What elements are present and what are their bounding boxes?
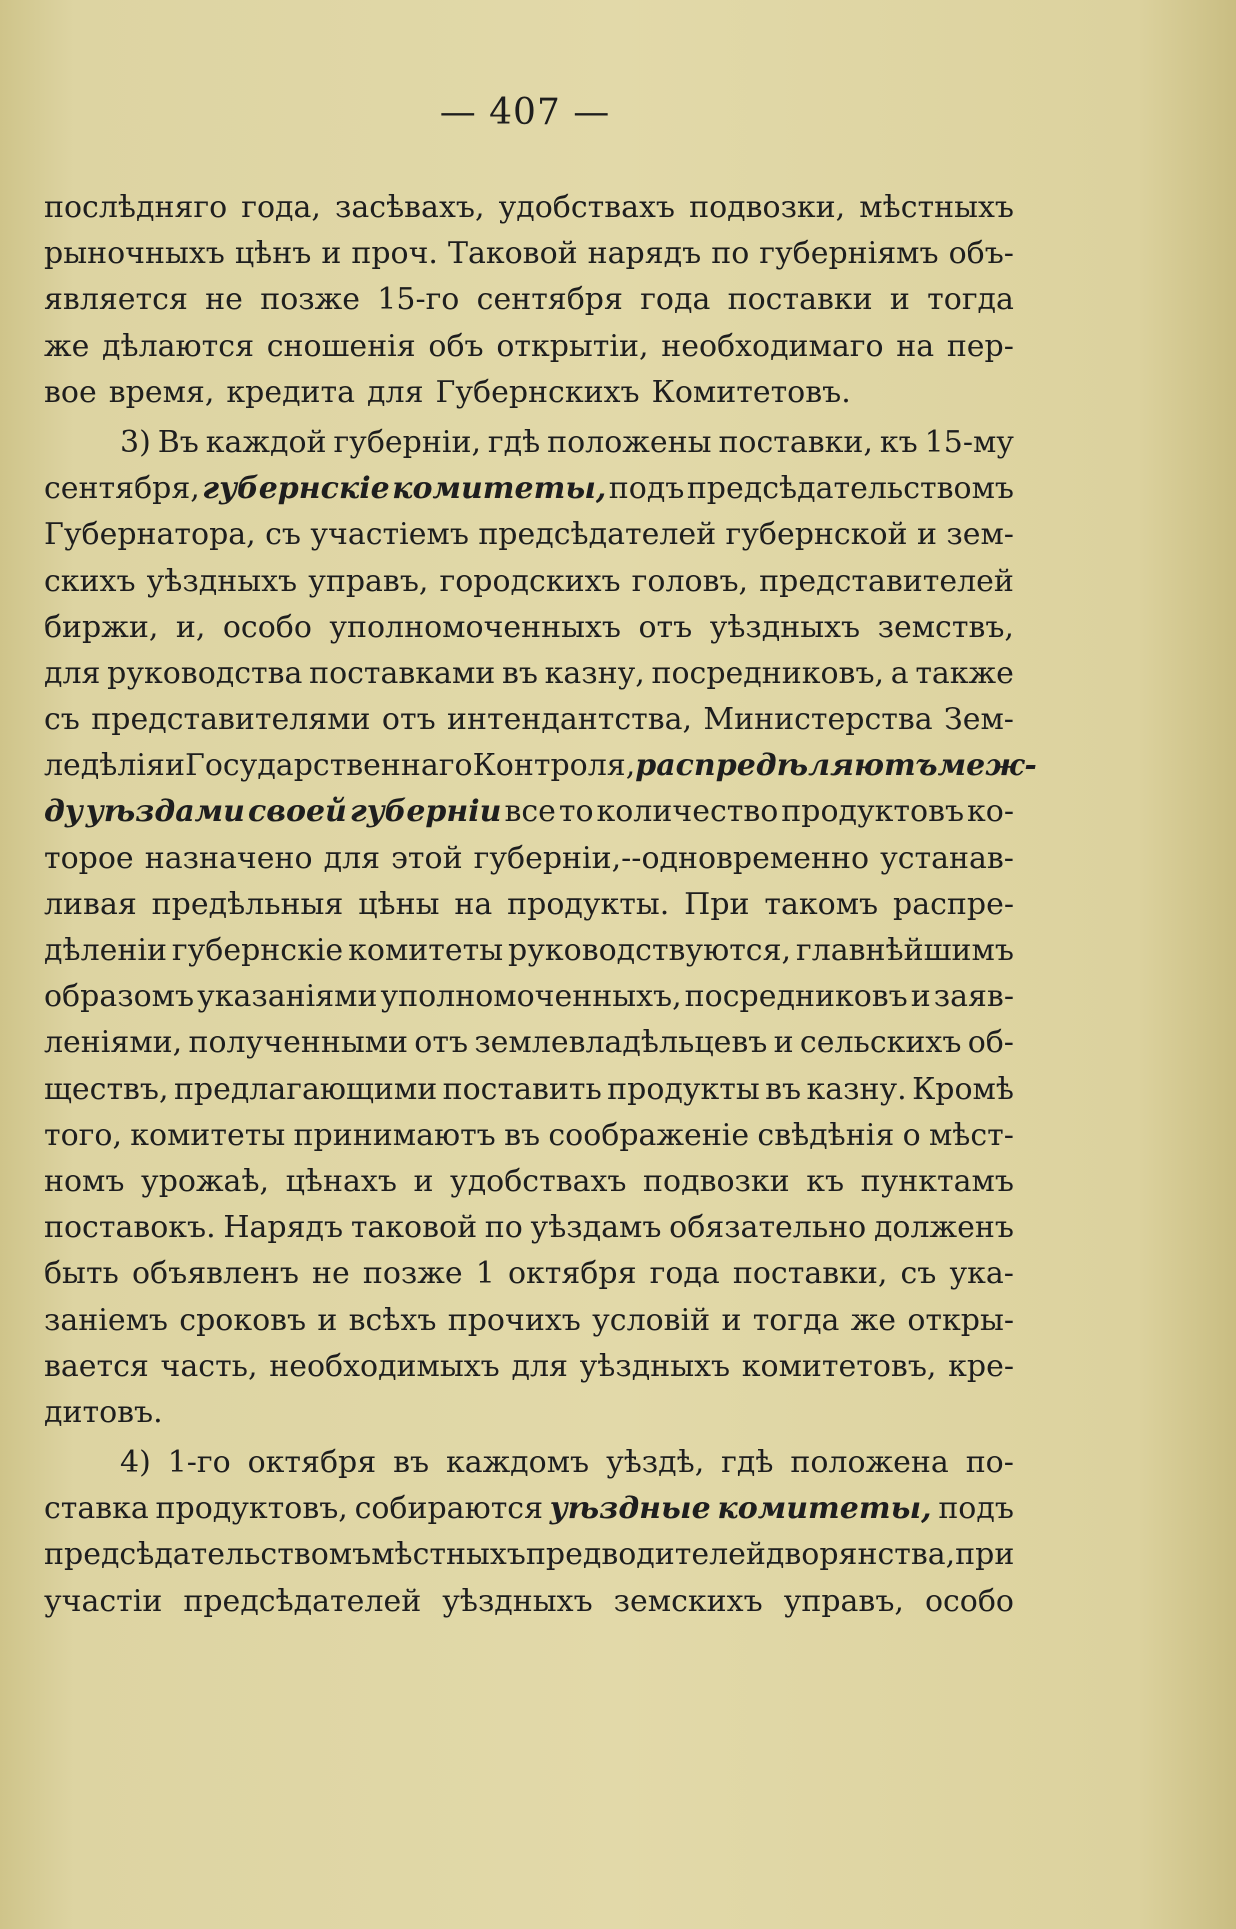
text-line xyxy=(44,1067,1014,1113)
word: и xyxy=(317,1302,338,1338)
word: собираются xyxy=(354,1491,544,1527)
word: къ xyxy=(806,1163,845,1199)
word: Государственнаго xyxy=(184,748,473,784)
word: уполномоченныхъ, xyxy=(380,979,682,1015)
word: предсѣдателей xyxy=(478,517,717,553)
word: и xyxy=(889,282,910,318)
word: по xyxy=(484,1210,523,1246)
word: все xyxy=(504,794,556,830)
word: казну. xyxy=(806,1071,907,1107)
word: съ xyxy=(900,1256,937,1292)
word: ливая xyxy=(44,886,137,922)
word: по- xyxy=(965,1445,1014,1481)
word: вое xyxy=(44,374,97,410)
word: не xyxy=(205,282,243,318)
word: предлагающими xyxy=(173,1071,438,1107)
word: удобствахъ xyxy=(450,1163,627,1199)
word: комитеты, xyxy=(392,471,607,507)
word: мѣстныхъ xyxy=(859,190,1014,225)
word: Комитетовъ. xyxy=(651,374,851,410)
word: отъ xyxy=(381,702,436,738)
text-line xyxy=(44,1251,1014,1297)
word: продукты xyxy=(607,1071,760,1107)
word: количество xyxy=(596,794,779,830)
word: предѣльныя xyxy=(151,886,344,922)
word: комитетовъ, xyxy=(741,1348,937,1384)
word: гдѣ xyxy=(487,424,541,460)
word: и xyxy=(413,1163,434,1199)
word: года, xyxy=(241,190,321,225)
word: 15-го xyxy=(377,282,460,318)
word: необходимыхъ xyxy=(269,1348,500,1384)
word: комитеты xyxy=(348,933,504,968)
word: дитовъ. xyxy=(44,1394,163,1430)
text-line xyxy=(44,882,1014,928)
word: положена xyxy=(790,1445,949,1481)
text-line xyxy=(44,559,1014,605)
word: Въ xyxy=(157,424,199,460)
word: представителями xyxy=(91,702,371,738)
word: цѣнъ xyxy=(234,236,312,272)
word: сроковъ xyxy=(179,1302,307,1338)
word: своей xyxy=(247,794,347,830)
text-line xyxy=(44,231,1014,277)
word: не xyxy=(312,1256,350,1292)
word: о xyxy=(902,1117,921,1153)
word: положены xyxy=(547,424,712,460)
word: поставки, xyxy=(732,1256,888,1292)
word: Министерства xyxy=(703,702,933,738)
word: ука- xyxy=(949,1256,1014,1292)
word: урожаѣ, xyxy=(141,1163,270,1199)
word: устанав- xyxy=(880,840,1014,876)
word: посредниковъ, xyxy=(651,655,885,691)
word: послѣдняго xyxy=(44,190,228,225)
word: назначено xyxy=(144,840,313,876)
word: особо xyxy=(924,1583,1014,1619)
word: управъ, xyxy=(308,563,429,599)
word: предводителей xyxy=(525,1537,766,1573)
text-line xyxy=(44,1532,1014,1578)
word: уѣздамъ xyxy=(530,1210,662,1246)
word: землевладѣльцевъ xyxy=(474,1025,768,1061)
word: управъ, xyxy=(783,1583,904,1619)
word: засѣвахъ, xyxy=(335,190,485,225)
text-line xyxy=(44,1579,1014,1625)
word: объявленъ xyxy=(131,1256,299,1292)
text-line xyxy=(44,1205,1014,1251)
word: каждой xyxy=(205,424,327,460)
word: продукты. xyxy=(507,886,670,922)
word: такомъ xyxy=(764,886,879,922)
word: прочихъ xyxy=(447,1302,581,1338)
word: года xyxy=(640,282,711,318)
word: необходимаго xyxy=(661,328,884,364)
word: и xyxy=(321,236,342,272)
word: же xyxy=(850,1302,897,1338)
page-number: — 407 — xyxy=(439,92,611,133)
word: меж- xyxy=(937,748,1037,784)
word: отъ xyxy=(414,1025,469,1061)
word: въ xyxy=(765,1071,802,1107)
word: и xyxy=(164,748,185,784)
word: позже xyxy=(260,282,360,318)
word: сентября, xyxy=(44,471,200,507)
word: образомъ xyxy=(44,979,195,1015)
text-line xyxy=(44,512,1014,558)
word: подвозки, xyxy=(689,190,846,225)
text-line xyxy=(44,928,1014,974)
word: рыночныхъ xyxy=(44,236,225,272)
word: обязательно xyxy=(669,1210,867,1246)
word: заніемъ xyxy=(44,1302,169,1338)
text-line xyxy=(44,836,1014,882)
word: земскихъ xyxy=(613,1583,763,1619)
word: октября xyxy=(247,1445,377,1481)
word: для xyxy=(44,655,101,691)
word: распре- xyxy=(893,886,1014,922)
word: этой xyxy=(391,840,463,876)
word: соображеніе xyxy=(548,1117,750,1153)
word: ледѣлія xyxy=(44,748,165,784)
word: тогда xyxy=(927,282,1014,318)
word: комитеты, xyxy=(717,1491,932,1527)
text-line xyxy=(44,1159,1014,1205)
word: условій xyxy=(592,1302,711,1338)
word: таковой xyxy=(350,1210,478,1246)
word: сентября xyxy=(476,282,623,318)
text-line xyxy=(44,420,1014,466)
word: 1 xyxy=(475,1256,495,1292)
word: Контроля, xyxy=(472,748,636,784)
word: часть, xyxy=(160,1348,258,1384)
word: всѣхъ xyxy=(348,1302,437,1338)
text-line xyxy=(44,324,1014,370)
word: 3) xyxy=(120,424,151,460)
word: того, xyxy=(44,1117,122,1153)
text-line xyxy=(44,1390,1014,1436)
word: съ xyxy=(44,702,80,738)
word: и, xyxy=(175,609,206,645)
word: губерніямъ xyxy=(759,236,939,272)
word: поставокъ. xyxy=(44,1210,216,1246)
word: и xyxy=(721,1302,742,1338)
word: на xyxy=(896,328,935,364)
word: предсѣдательствомъ xyxy=(44,1537,372,1573)
word: интендантства, xyxy=(447,702,693,738)
word: для xyxy=(367,374,424,410)
word: Зем- xyxy=(944,702,1014,738)
word: уѣздныхъ xyxy=(709,609,861,645)
text-line xyxy=(44,974,1014,1020)
word: предсѣдательствомъ xyxy=(686,471,1014,507)
word: поставить xyxy=(442,1071,602,1107)
word: губерніи, xyxy=(333,424,481,460)
word: и xyxy=(773,1025,794,1061)
word: дѣленіи xyxy=(44,933,167,968)
word: то xyxy=(558,794,594,830)
word: При xyxy=(684,886,750,922)
word: ду xyxy=(44,794,83,830)
word: поставки, xyxy=(718,424,873,460)
word: года xyxy=(649,1256,720,1292)
word: городскихъ xyxy=(439,563,621,599)
word: тогда xyxy=(752,1302,840,1338)
word: и xyxy=(910,979,931,1015)
word: зем- xyxy=(946,517,1014,553)
text-line xyxy=(44,185,1014,231)
word: распредѣляютъ xyxy=(635,748,938,784)
word: объ- xyxy=(948,236,1014,272)
word: сношенія xyxy=(266,328,416,364)
word: октября xyxy=(507,1256,637,1292)
word: головъ, xyxy=(631,563,749,599)
word: поставками xyxy=(309,655,496,691)
word: Таковой xyxy=(447,236,578,272)
word: скихъ xyxy=(44,563,136,599)
word: уѣздныхъ xyxy=(442,1583,593,1619)
word: посредниковъ xyxy=(684,979,908,1015)
text-line xyxy=(44,651,1014,697)
word: участіемъ xyxy=(310,517,469,553)
word: нарядъ xyxy=(587,236,702,272)
word: полученными xyxy=(188,1025,409,1061)
word: съ xyxy=(265,517,301,553)
word: цѣны xyxy=(358,886,440,922)
text-line xyxy=(44,1486,1014,1532)
word: об- xyxy=(967,1025,1014,1061)
text-line xyxy=(44,466,1014,512)
word: также xyxy=(915,655,1014,691)
word: удобствахъ xyxy=(498,190,676,225)
word: руководствуются, xyxy=(508,933,792,968)
word: уѣздами xyxy=(85,794,245,830)
text-line xyxy=(44,277,1014,323)
body-text xyxy=(44,185,1037,1625)
word: губерніи,--одновременно xyxy=(473,840,870,876)
word: казну, xyxy=(544,655,645,691)
word: принимаютъ xyxy=(293,1117,496,1153)
word: подъ xyxy=(608,471,685,507)
word: номъ xyxy=(44,1163,125,1199)
word: въ xyxy=(504,1117,541,1153)
word: 15-му xyxy=(924,424,1014,460)
word: является xyxy=(44,282,188,318)
word: кре- xyxy=(948,1348,1014,1384)
word: же xyxy=(44,328,90,364)
text-line xyxy=(44,1440,1014,1486)
word: Губернатора, xyxy=(44,517,256,553)
word: на xyxy=(454,886,493,922)
word: дѣлаются xyxy=(102,328,254,364)
word: при xyxy=(955,1537,1015,1573)
word: открытіи, xyxy=(496,328,649,364)
word: свѣдѣнія xyxy=(757,1117,895,1153)
word: ществъ, xyxy=(44,1071,169,1107)
word: время, xyxy=(108,374,215,410)
word: къ xyxy=(879,424,918,460)
word: предсѣдателей xyxy=(183,1583,422,1619)
word: уѣздныхъ xyxy=(146,563,298,599)
word: и xyxy=(916,517,937,553)
word: объ xyxy=(428,328,484,364)
word: губернскіе xyxy=(171,933,344,968)
word: быть xyxy=(44,1256,119,1292)
word: губернской xyxy=(725,517,908,553)
text-line xyxy=(44,1020,1014,1066)
word: въ xyxy=(393,1445,430,1481)
word: откры- xyxy=(907,1302,1014,1338)
word: а xyxy=(890,655,909,691)
text-line xyxy=(44,370,1014,416)
word: подвозки xyxy=(643,1163,790,1199)
word: цѣнахъ xyxy=(285,1163,397,1199)
word: участіи xyxy=(44,1583,163,1619)
word: 4) xyxy=(120,1445,151,1481)
word: продуктовъ, xyxy=(155,1491,348,1527)
word: позже xyxy=(362,1256,463,1292)
word: губернскіе xyxy=(202,471,390,507)
text-line xyxy=(44,1298,1014,1344)
word: 1-го xyxy=(167,1445,231,1481)
word: уѣздныхъ xyxy=(579,1348,731,1384)
word: торое xyxy=(44,840,134,876)
word: поставки xyxy=(727,282,873,318)
text-line xyxy=(44,697,1014,743)
word: пер- xyxy=(946,328,1014,364)
word: отъ xyxy=(638,609,693,645)
word: проч. xyxy=(351,236,438,272)
word: уполномоченныхъ xyxy=(329,609,622,645)
word: въ xyxy=(501,655,538,691)
word: Нарядъ xyxy=(223,1210,344,1246)
word: указаніями xyxy=(197,979,378,1015)
text-line xyxy=(44,743,1037,789)
word: уѣздѣ, xyxy=(606,1445,705,1481)
word: главнѣйшимъ xyxy=(796,933,1014,968)
text-line xyxy=(44,1113,1014,1159)
text-line xyxy=(44,1344,1014,1390)
word: мѣст- xyxy=(928,1117,1014,1153)
word: биржи, xyxy=(44,609,159,645)
word: уѣздные xyxy=(549,1491,711,1527)
word: продуктовъ xyxy=(781,794,965,830)
word: земствъ, xyxy=(877,609,1014,645)
word: заяв- xyxy=(933,979,1014,1015)
word: ко- xyxy=(967,794,1014,830)
word: вается xyxy=(44,1348,149,1384)
word: мѣстныхъ xyxy=(371,1537,526,1573)
word: Губернскихъ xyxy=(435,374,640,410)
word: пунктамъ xyxy=(860,1163,1014,1199)
word: комитеты xyxy=(130,1117,286,1153)
word: сельскихъ xyxy=(799,1025,962,1061)
word: долженъ xyxy=(873,1210,1014,1246)
word: по xyxy=(711,236,750,272)
word: гдѣ xyxy=(721,1445,774,1481)
text-line xyxy=(44,789,1014,835)
word: дворянства, xyxy=(765,1537,956,1573)
word: каждомъ xyxy=(445,1445,590,1481)
word: ставка xyxy=(44,1491,149,1527)
word: для xyxy=(323,840,381,876)
word: Кромѣ xyxy=(912,1071,1014,1107)
word: подъ xyxy=(938,1491,1014,1527)
word: леніями, xyxy=(44,1025,183,1061)
word: кредита xyxy=(226,374,356,410)
word: представителей xyxy=(759,563,1014,599)
text-line xyxy=(44,605,1014,651)
word: руководства xyxy=(107,655,303,691)
word: особо xyxy=(222,609,312,645)
word: губерніи xyxy=(349,794,502,830)
word: для xyxy=(511,1348,568,1384)
